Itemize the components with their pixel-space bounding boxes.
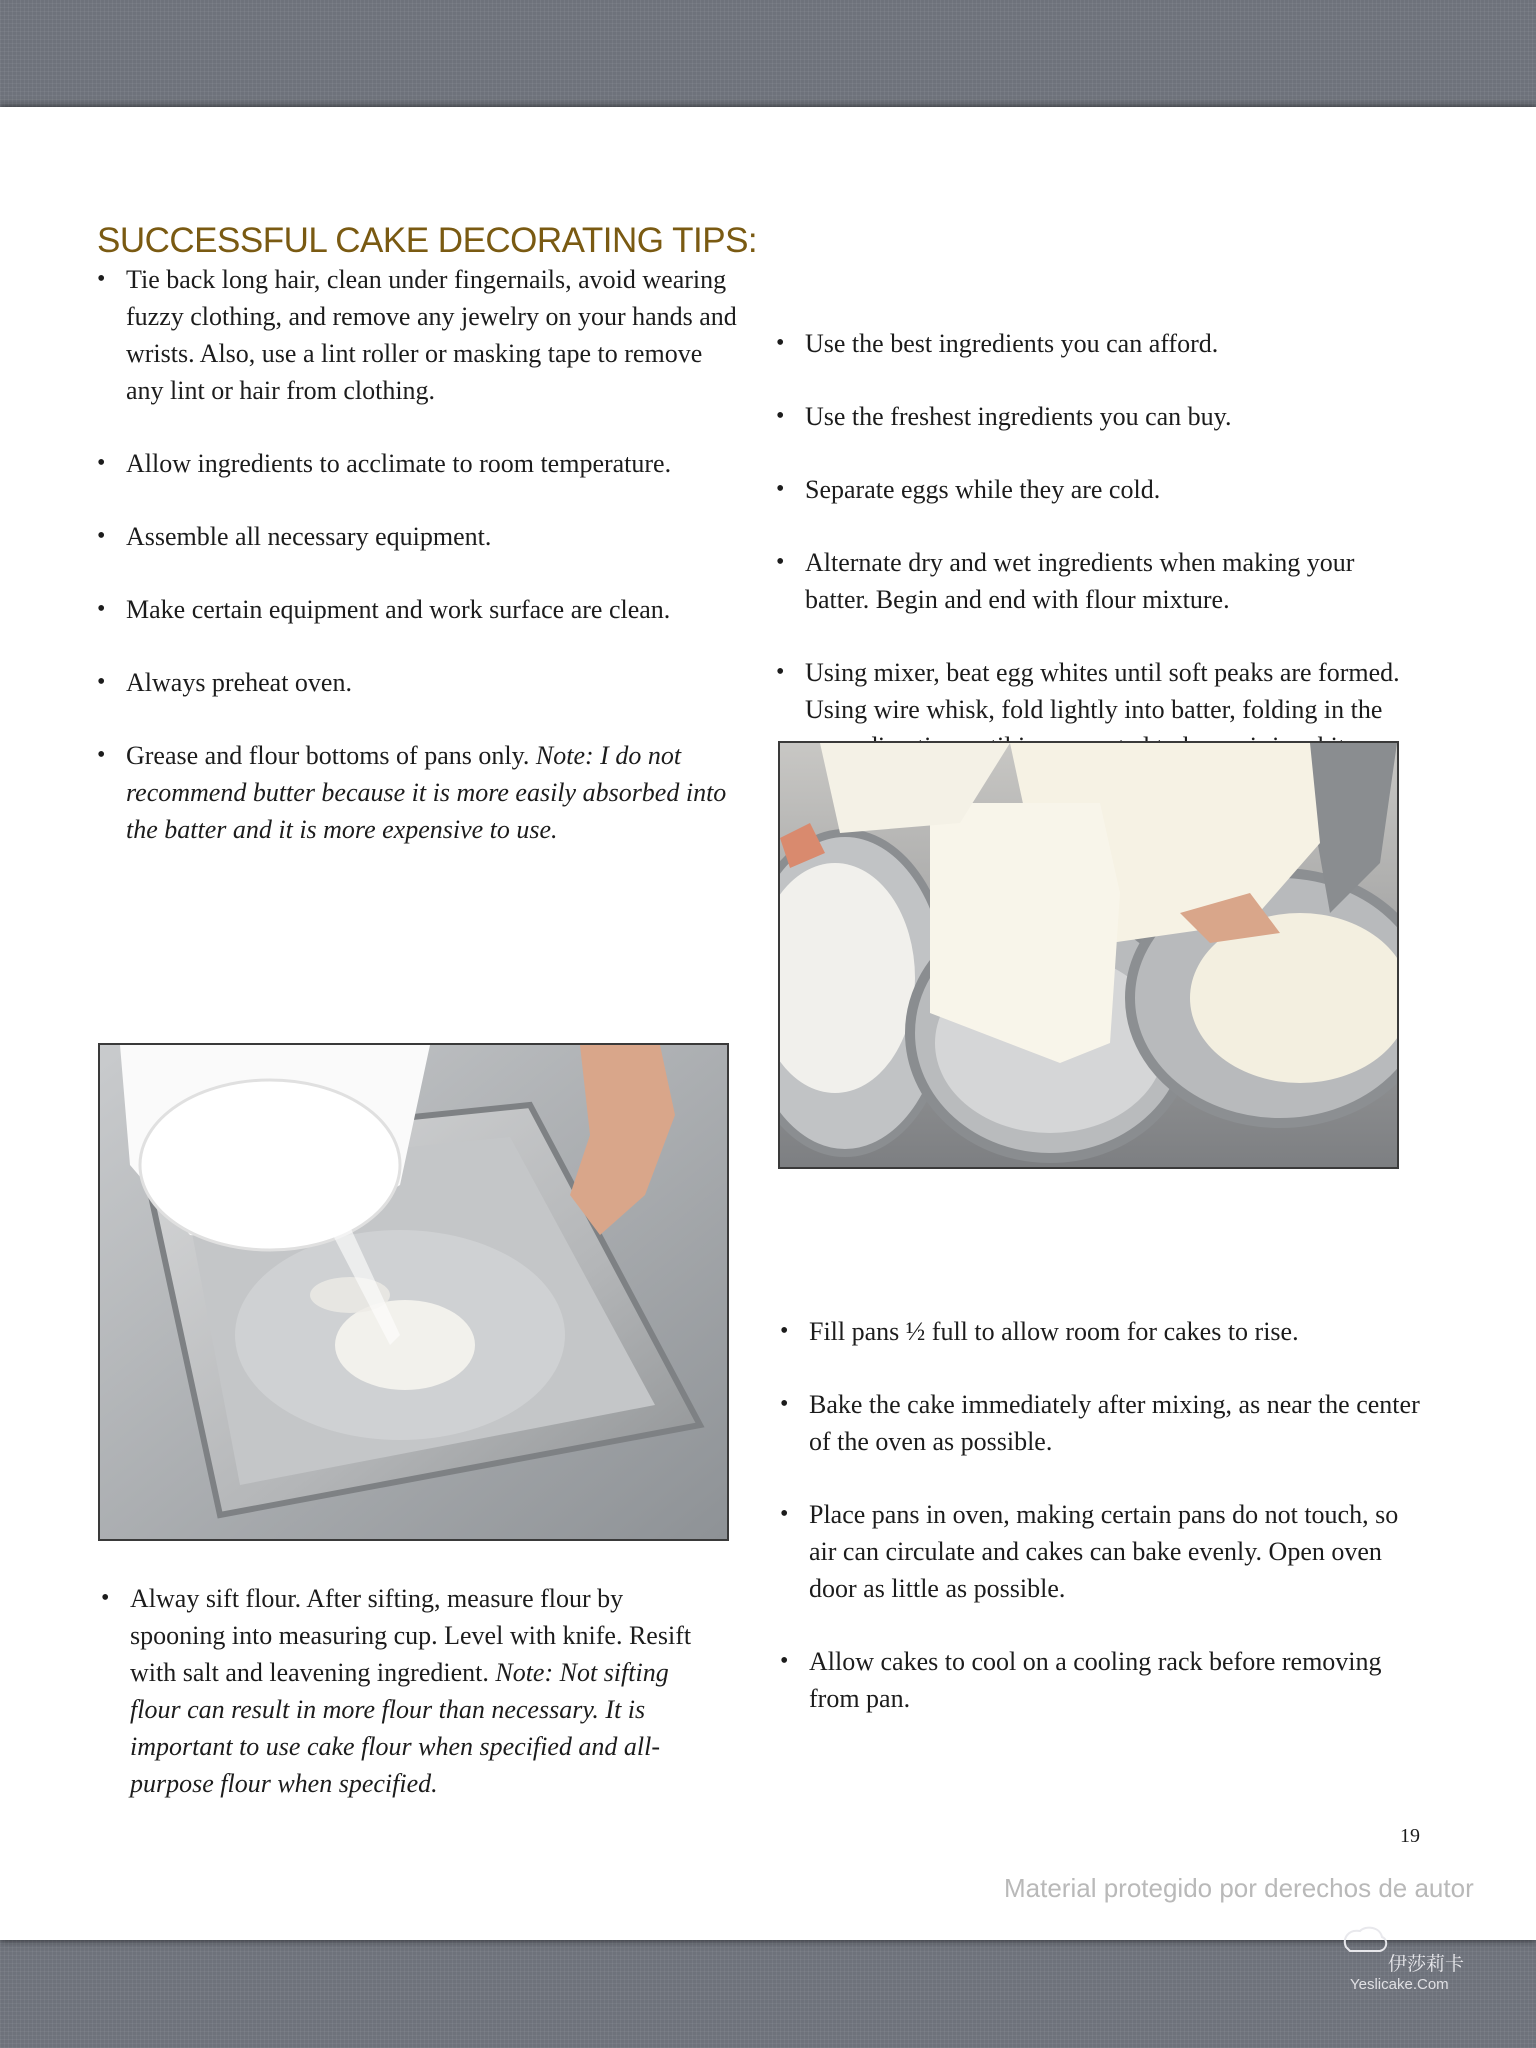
tip-item — [97, 261, 737, 409]
tip-text: Tie back long hair, clean under fingernails, avoid wearing fuzzy clothing, and remove any jewelry on your hands and wrists. Also, use a lint roller or masking tape to remove any lint or hair from clothing. — [126, 265, 737, 405]
tip-text: Using mixer, beat egg whites until soft peaks are formed. Using wire whisk, fold lightly into batter, folding in the — [805, 658, 1400, 724]
left-tips-list-top — [97, 261, 737, 848]
watermark-chinese-text: 伊莎莉卡 — [1388, 1953, 1465, 1975]
tip-item — [776, 544, 1416, 618]
tip-text: Use the best ingredients you can afford. — [805, 329, 1219, 358]
tip-text: Place pans in oven, making certain pans do not touch, so air can circulate and cakes can bake evenly. Open oven door as little as possible. — [809, 1500, 1399, 1603]
tip-text: Separate eggs while they are cold. — [805, 475, 1161, 504]
tip-item — [97, 664, 737, 701]
cake-logo-icon — [1340, 1925, 1390, 1957]
tip-text: Alternate dry and wet ingredients when making your batter. Begin and end with flour mixture. — [805, 548, 1355, 614]
page-number: 19 — [1400, 1825, 1420, 1847]
tip-note: Note: Not sifting flour can result in more flour than necessary. It is important to use cake flour when specified and all-purpose flour when specified. — [130, 1658, 669, 1798]
tip-text: Allow cakes to cool on a cooling rack before removing from pan. — [809, 1647, 1382, 1713]
left-tips-list-bottom — [101, 1580, 711, 1802]
copyright-watermark: Material protegido por derechos de autor — [1004, 1873, 1474, 1903]
tip-text: Grease and flour bottoms of pans only. — [126, 741, 530, 770]
tip-text: Assemble all necessary equipment. — [126, 522, 492, 551]
tip-item — [780, 1313, 1420, 1350]
tip-item — [97, 445, 737, 482]
tip-text: Alway sift flour. After sifting, measure flour by spooning into measuring cup. Level with knife. Resift with salt and leavening ingredient. — [130, 1584, 692, 1687]
pouring-batter-photo — [778, 741, 1399, 1169]
right-tips-list-bottom — [780, 1313, 1420, 1717]
tip-text: Make certain equipment and work surface are clean. — [126, 595, 671, 624]
tip-item — [101, 1580, 711, 1802]
tip-text: Use the freshest ingredients you can buy. — [805, 402, 1232, 431]
watermark-site-text: Yeslicake.Com — [1350, 1976, 1449, 1993]
tip-item — [97, 591, 737, 628]
right-tips-list-top — [776, 325, 1416, 765]
tip-text: Fill pans ½ full to allow room for cakes to rise. — [809, 1317, 1299, 1346]
tip-item — [776, 325, 1416, 362]
tip-text: Always preheat oven. — [126, 668, 352, 697]
tip-note: Note: I do not recommend butter because it is more easily absorbed into the batter and it is more expensive to use. — [126, 741, 727, 844]
tip-item — [776, 398, 1416, 435]
flouring-pan-photo — [98, 1043, 729, 1541]
book-page — [0, 107, 1536, 1940]
tip-item — [780, 1643, 1420, 1717]
site-watermark — [1340, 1925, 1490, 1995]
tip-item — [780, 1386, 1420, 1460]
tip-item — [97, 518, 737, 555]
tip-item — [97, 737, 737, 848]
page-title: SUCCESSFUL CAKE DECORATING TIPS: — [97, 221, 758, 260]
tip-text: Allow ingredients to acclimate to room temperature. — [126, 449, 672, 478]
tip-text: Bake the cake immediately after mixing, as near the center of the oven as possible. — [809, 1390, 1420, 1456]
tip-item — [776, 471, 1416, 508]
tip-item — [780, 1496, 1420, 1607]
